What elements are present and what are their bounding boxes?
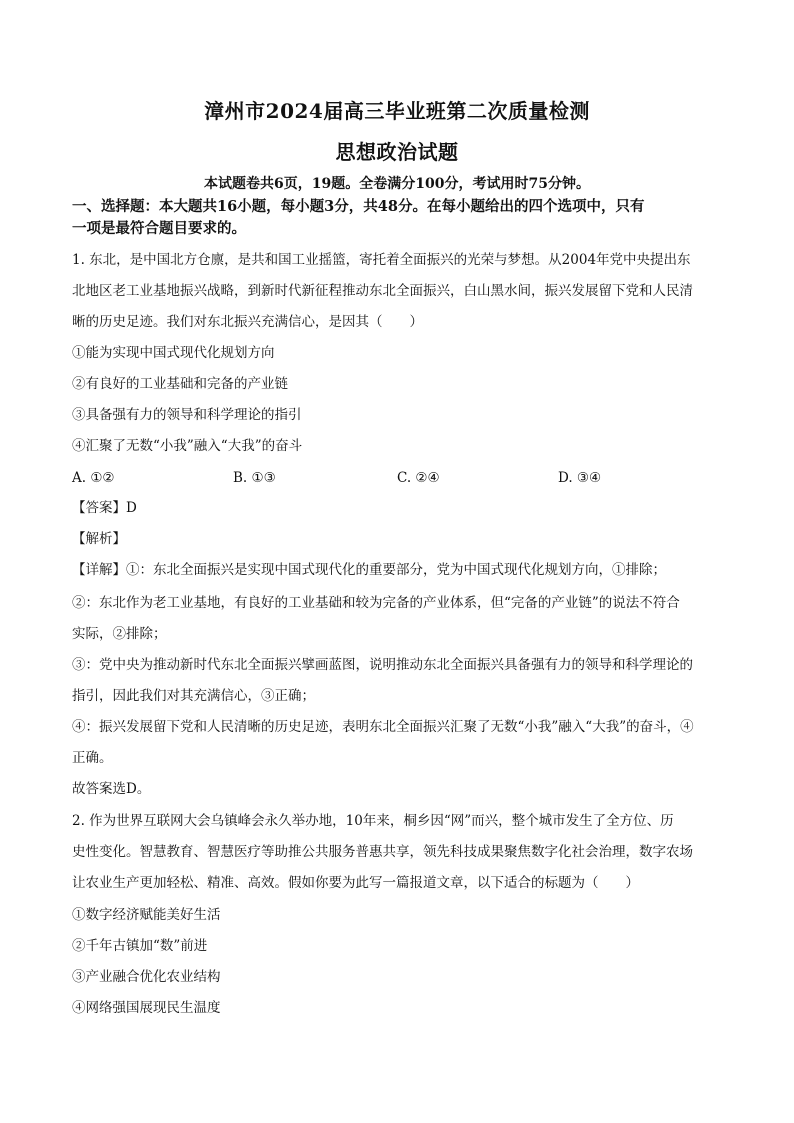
q1-detail-line2: ②：东北作为老工业基地，有良好的工业基础和较为完备的产业体系，但“完备的产业链”的说法不符合 — [72, 595, 680, 611]
q2-item-4: ④网络强国展现民生温度 — [72, 1000, 221, 1016]
q1-item-1: ①能为实现中国式现代化规划方向 — [72, 345, 275, 361]
q1-item-2: ②有良好的工业基础和完备的产业链 — [72, 376, 288, 392]
section-heading-line2: 一项是最符合题目要求的。 — [72, 220, 246, 237]
q1-detail-line5: 指引，因此我们对其充满信心，③正确； — [72, 688, 315, 704]
q1-detail-line3: 实际，②排除； — [72, 626, 167, 642]
q1-option-c: C. ②④ — [397, 470, 440, 486]
q1-option-b: B. ①③ — [233, 470, 276, 486]
exam-title: 漳州市2024届高三毕业班第二次质量检测 — [204, 99, 590, 123]
q2-item-3: ③产业融合优化农业结构 — [72, 969, 221, 985]
exam-instructions: 本试题卷共6页，19题。全卷满分100分，考试用时75分钟。 — [204, 176, 590, 192]
q1-analysis-label: 【解析】 — [72, 531, 126, 547]
q2-stem-line2: 史性变化。智慧教育、智慧医疗等助推公共服务普惠共享，领先科技成果聚焦数字化社会治理，数字农场 — [72, 844, 693, 860]
q2-stem-line1: 2. 作为世界互联网大会乌镇峰会永久举办地，10年来，桐乡因“网”而兴，整个城市发生了全方位、历 — [72, 813, 674, 829]
q1-option-d: D. ③④ — [558, 470, 602, 486]
q1-item-4: ④汇聚了无数“小我”融入“大我”的奋斗 — [72, 438, 303, 454]
q1-option-a: A. ①② — [72, 470, 115, 486]
q1-item-3: ③具备强有力的领导和科学理论的指引 — [72, 407, 302, 423]
q1-answer: 【答案】D — [72, 500, 137, 516]
q2-stem-line3: 让农业生产更加轻松、精准、高效。假如你要为此写一篇报道文章，以下适合的标题为（ ） — [72, 875, 639, 891]
q2-item-1: ①数字经济赋能美好生活 — [72, 907, 221, 923]
section-heading-line1: 一、选择题：本大题共16小题，每小题3分，共48分。在每小题给出的四个选项中，只有 — [72, 198, 645, 215]
q1-conclusion: 故答案选D。 — [72, 781, 151, 797]
q1-stem-line3: 晰的历史足迹。我们对东北振兴充满信心，是因其（ ） — [72, 314, 423, 330]
q1-stem-line2: 北地区老工业基地振兴战略，到新时代新征程推动东北全面振兴，白山黑水间，振兴发展留下党和人民清 — [72, 283, 693, 299]
q1-detail-line6: ④：振兴发展留下党和人民清晰的历史足迹，表明东北全面振兴汇聚了无数“小我”融入“大我”的奋斗，④ — [72, 719, 694, 735]
q1-stem-line1: 1. 东北，是中国北方仓廪，是共和国工业摇篮，寄托着全面振兴的光荣与梦想。从2004年党中央提出东 — [72, 252, 691, 268]
q2-item-2: ②千年古镇加“数”前进 — [72, 938, 208, 954]
q1-detail-line7: 正确。 — [72, 750, 113, 766]
q1-detail-line4: ③：党中央为推动新时代东北全面振兴擘画蓝图，说明推动东北全面振兴具备强有力的领导和科学理论的 — [72, 657, 693, 673]
exam-subject-title: 思想政治试题 — [335, 140, 459, 164]
q1-detail-line1: 【详解】①：东北全面振兴是实现中国式现代化的重要部分，党为中国式现代化规划方向，①排除； — [72, 562, 666, 578]
